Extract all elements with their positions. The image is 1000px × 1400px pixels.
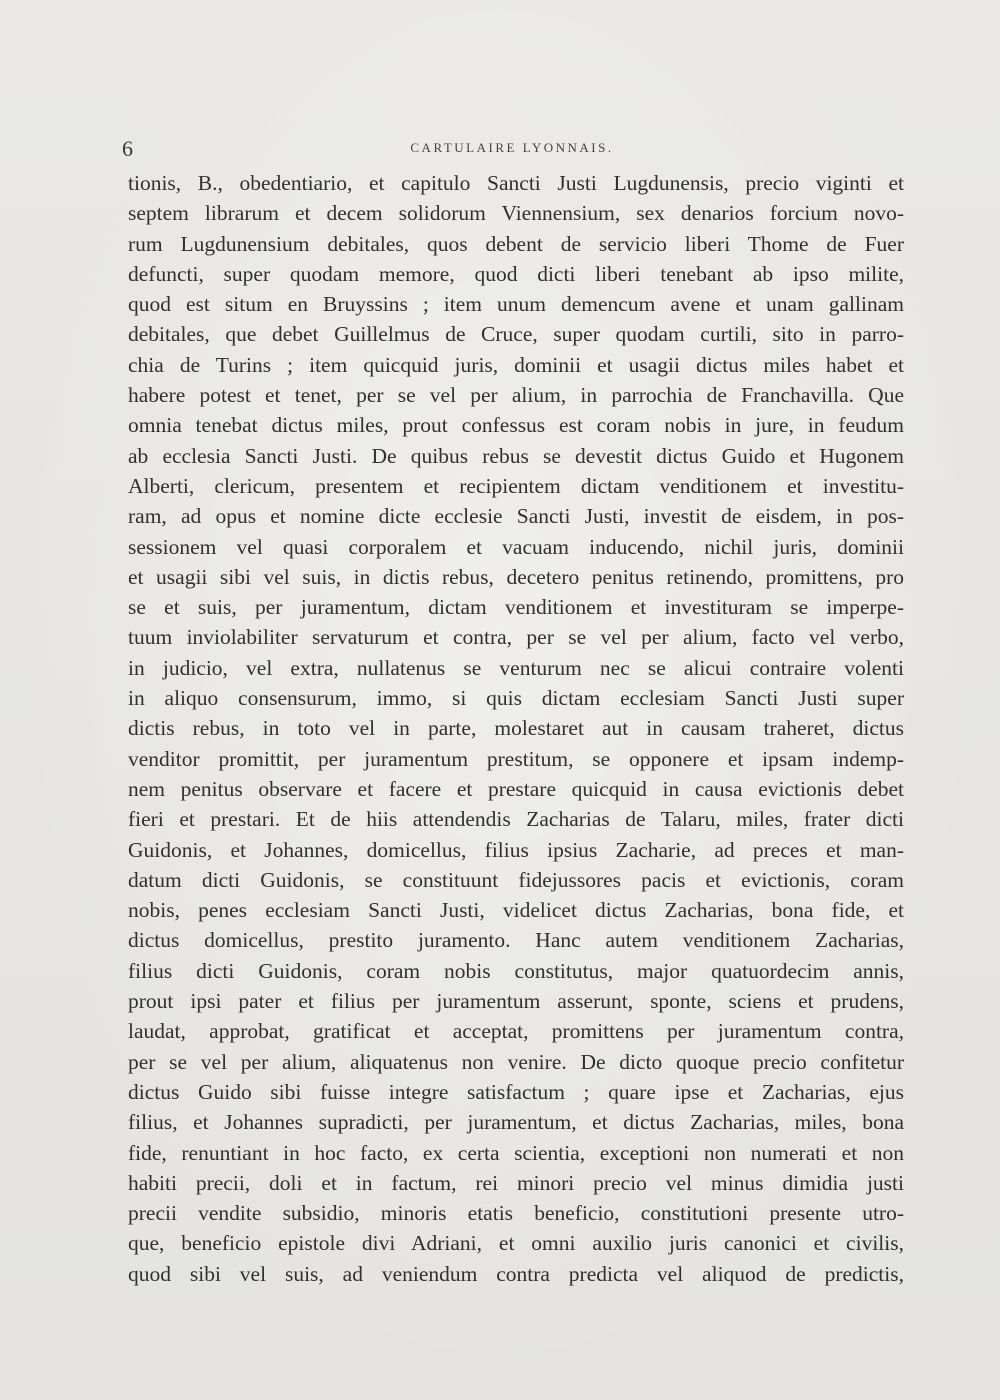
text-line: defuncti, super quodam memore, quod dicti liberi tenebant ab ipso milite, — [128, 261, 904, 286]
text-line: que, beneficio epistole divi Adriani, et omni auxilio juris canonici et civilis, — [128, 1231, 904, 1256]
text-line: et usagii sibi vel suis, in dictis rebus, decetero penitus retinendo, promittens, pro — [128, 564, 904, 589]
text-line: laudat, approbat, gratificat et acceptat, promittens per juramentum contra, — [128, 1019, 904, 1044]
text-line: habere potest et tenet, per se vel per alium, in parrochia de Franchavilla. Que — [128, 383, 904, 408]
text-line: filius dicti Guidonis, coram nobis constitutus, major quatuordecim annis, — [128, 958, 904, 983]
page-number: 6 — [122, 136, 133, 161]
text-line: se et suis, per juramentum, dictam venditionem et investituram se imperpe- — [128, 595, 904, 620]
text-line: filius, et Johannes supradicti, per juramentum, et dictus Zacharias, miles, bona — [128, 1110, 904, 1135]
text-line: Guidonis, et Johannes, domicellus, filius ipsius Zacharie, ad preces et man- — [128, 837, 904, 862]
text-line: nobis, penes ecclesiam Sancti Justi, videlicet dictus Zacharias, bona fide, et — [128, 898, 904, 923]
text-line: debitales, que debet Guillelmus de Cruce, super quodam curtili, sito in parro- — [128, 322, 904, 347]
text-line: sessionem vel quasi corporalem et vacuam inducendo, nichil juris, dominii — [128, 534, 904, 559]
page-header — [122, 136, 902, 166]
text-line: in aliquo consensurum, immo, si quis dictam ecclesiam Sancti Justi super — [128, 686, 904, 711]
text-line: fide, renuntiant in hoc facto, ex certa scientia, exceptioni non numerati et non — [128, 1140, 904, 1165]
running-title: CARTULAIRE LYONNAIS. — [410, 140, 614, 155]
text-line: prout ipsi pater et filius per juramentum asserunt, sponte, sciens et prudens, — [128, 989, 904, 1014]
text-line: nem penitus observare et facere et prestare quicquid in causa evictionis debet — [128, 776, 904, 801]
text-line: dictus domicellus, prestito juramento. Hanc autem venditionem Zacharias, — [128, 928, 904, 953]
text-line: quod est situm en Bruyssins ; item unum demencum avene et unam gallinam — [128, 292, 904, 317]
text-line: ab ecclesia Sancti Justi. De quibus rebus se devestit dictus Guido et Hugonem — [128, 443, 904, 468]
text-line: tionis, B., obedentiario, et capitulo Sancti Justi Lugdunensis, precio viginti et — [128, 171, 904, 195]
text-line: dictus Guido sibi fuisse integre satisfactum ; quare ipse et Zacharias, ejus — [128, 1079, 904, 1104]
text-line: septem librarum et decem solidorum Viennensium, sex denarios forcium novo- — [128, 201, 904, 226]
text-line: tuum inviolabiliter servaturum et contra, per se vel per alium, facto vel verbo, — [128, 625, 904, 650]
text-line: ram, ad opus et nomine dicte ecclesie Sancti Justi, investit de eisdem, in pos- — [128, 504, 904, 529]
text-line: per se vel per alium, aliquatenus non venire. De dicto quoque precio confitetur — [128, 1049, 904, 1074]
text-line: chia de Turins ; item quicquid juris, dominii et usagii dictus miles habet et — [128, 352, 904, 377]
text-line: fieri et prestari. Et de hiis attendendis Zacharias de Talaru, miles, frater dicti — [128, 807, 904, 832]
body-text — [128, 168, 904, 1289]
text-line: habiti precii, doli et in factum, rei minori precio vel minus dimidia justi — [128, 1170, 904, 1195]
text-line: venditor promittit, per juramentum prestitum, se opponere et ipsam indemp- — [128, 746, 904, 771]
text-line: omnia tenebat dictus miles, prout confessus est coram nobis in jure, in feudum — [128, 413, 904, 438]
text-line: quod sibi vel suis, ad veniendum contra predicta vel aliquod de predictis, — [128, 1261, 904, 1286]
text-line: Alberti, clericum, presentem et recipientem dictam venditionem et investitu- — [128, 473, 904, 498]
text-line: in judicio, vel extra, nullatenus se venturum nec se alicui contraire volenti — [128, 655, 904, 680]
text-line: dictis rebus, in toto vel in parte, molestaret aut in causam traheret, dictus — [128, 716, 904, 741]
text-line: precii vendite subsidio, minoris etatis beneficio, constitutioni presente utro- — [128, 1201, 904, 1226]
text-line: rum Lugdunensium debitales, quos debent de servicio liberi Thome de Fuer — [128, 231, 904, 256]
text-line: datum dicti Guidonis, se constituunt fidejussores pacis et evictionis, coram — [128, 867, 904, 892]
